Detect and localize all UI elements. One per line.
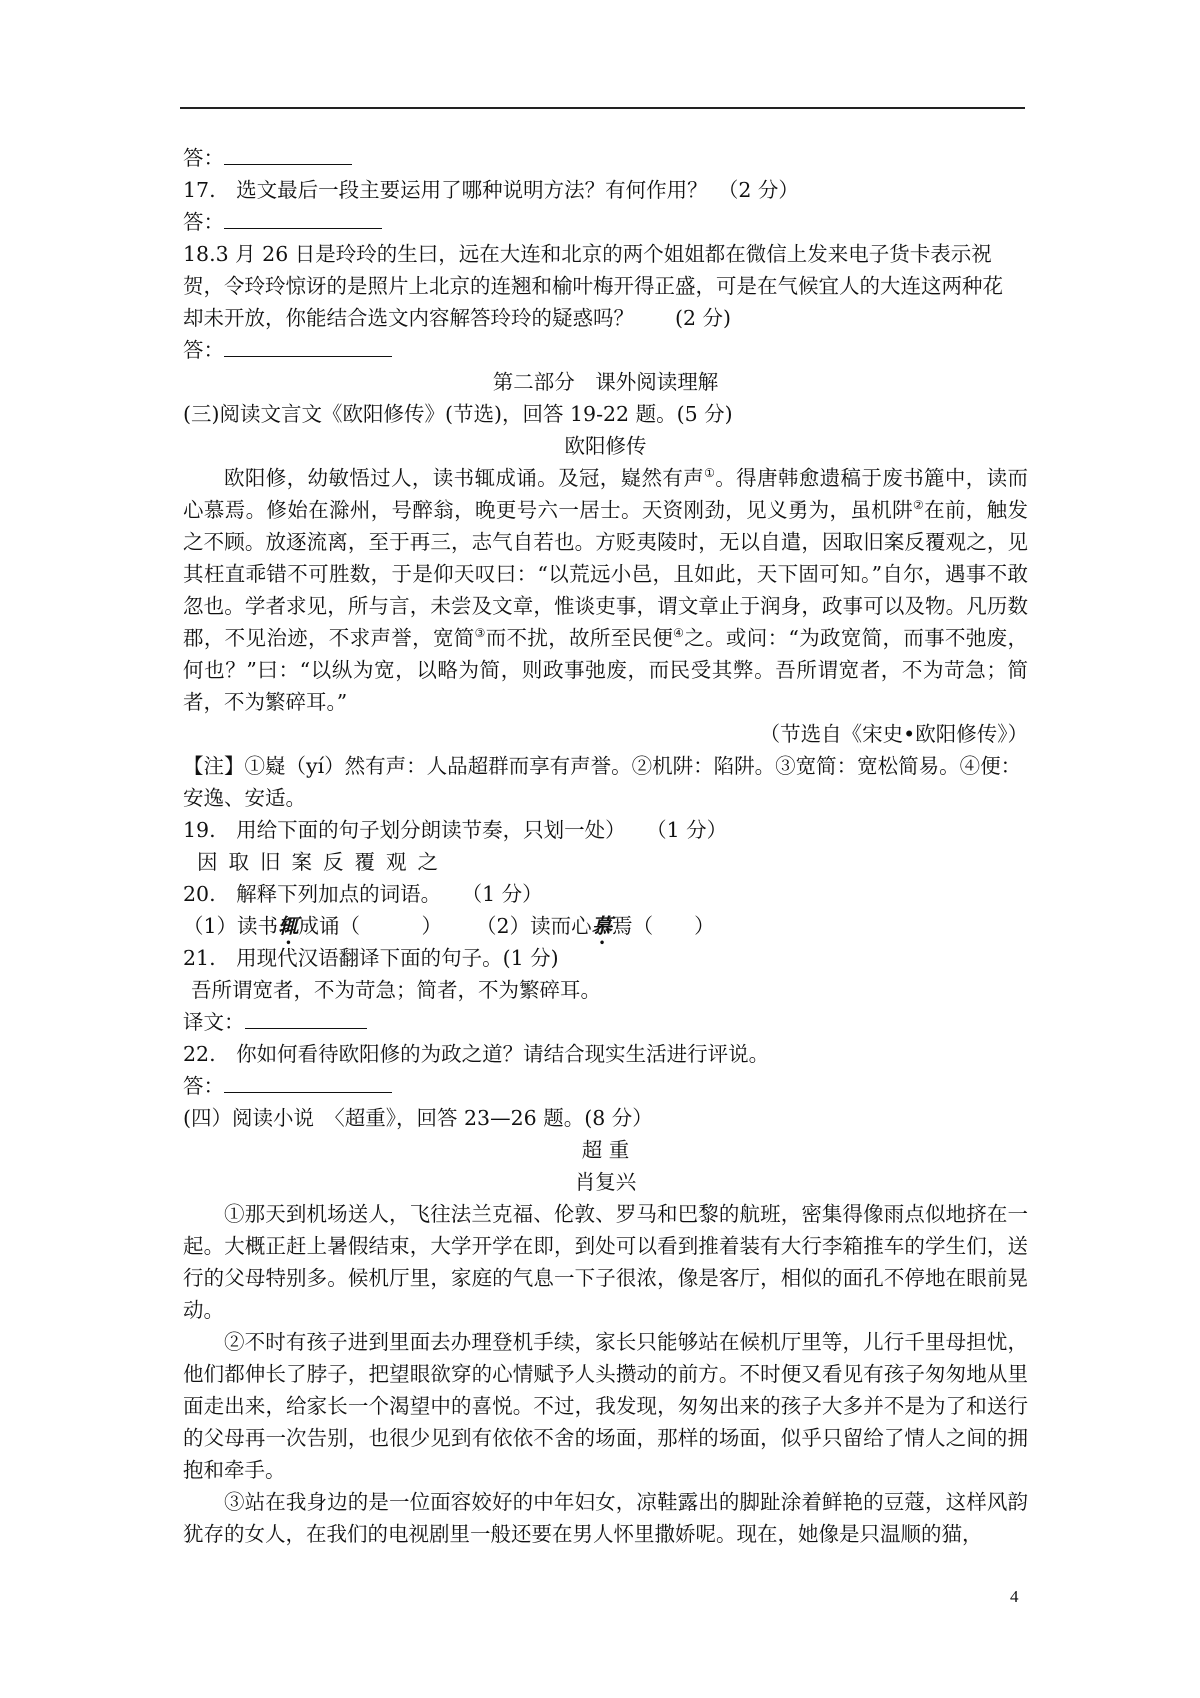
page-content bbox=[183, 142, 1028, 1550]
story-paragraph-2: ②不时有孩子进到里面去办理登机手续，家长只能够站在候机厅里等，儿行千里母担忧，他们都伸长了脖子，把望眼欲穿的心情赋予人头攒动的前方。不时便又看见有孩子匆匆地从里面走出来，给家长一个渴望中的喜悦。不过，我发现，匆匆出来的孩子大多并不是为了和送行的父母再一次告别，也很少见到有依依不舍的场面，那样的场面，似乎只留给了情人之间的拥抱和牵手。 bbox=[183, 1330, 1028, 1482]
q21-question: 21. 用现代汉语翻译下面的句子。(1 分) bbox=[183, 946, 559, 970]
q22-answer-line bbox=[183, 1070, 1028, 1102]
q18-answer-line bbox=[183, 334, 1028, 366]
section3-intro: (三)阅读文言文《欧阳修传》(节选)，回答 19-22 题。(5 分) bbox=[183, 402, 733, 426]
q18-question-line-2: 贺，令玲玲惊讶的是照片上北京的连翘和榆叶梅开得正盛，可是在气候宜人的大连这两种花 bbox=[183, 274, 1003, 298]
story-paragraph-3: ③站在我身边的是一位面容姣好的中年妇女，凉鞋露出的脚趾涂着鲜艳的豆蔻，这样风韵犹存的女人，在我们的电视剧里一般还要在男人怀里撒娇呢。现在，她像是只温顺的猫， bbox=[183, 1490, 1028, 1546]
q18-question-line-1: 18.3 月 26 日是玲玲的生曰，远在大连和北京的两个姐姐都在微信上发来电子货卡表示祝 bbox=[183, 242, 992, 266]
story-paragraph-1: ①那天到机场送人，飞往法兰克福、伦敦、罗马和巴黎的航班，密集得像雨点似地挤在一起。大概正赶上暑假结束，大学开学在即，到处可以看到推着装有大行李箱推车的学生们，送行的父母特别多。候机厅里，家庭的气息一下子很浓，像是客厅，相似的面孔不停地在眼前晃动。 bbox=[183, 1202, 1028, 1322]
page-number: 4 bbox=[1010, 1587, 1019, 1606]
q19-question: 19. 用给下面的句子划分朗读节奏，只划一处） （1 分） bbox=[183, 818, 728, 842]
part-two-title: 第二部分 课外阅读理解 bbox=[492, 370, 719, 394]
dotted-word: 慕 bbox=[591, 914, 613, 938]
notes-line-1: 【注】①嶷（yí）然有声：人品超群而享有声誉。②机阱：陷阱。③宽简：宽松简易。④便： bbox=[183, 754, 1022, 778]
answer-label: 答： bbox=[183, 1074, 224, 1098]
q17-question: 17. 选文最后一段主要运用了哪种说明方法？有何作用？ （2 分） bbox=[183, 178, 799, 202]
answer-label: 答： bbox=[183, 210, 224, 234]
q22-question: 22. 你如何看待欧阳修的为政之道？请结合现实生活进行评说。 bbox=[183, 1042, 770, 1066]
section4-author: 肖复兴 bbox=[574, 1170, 637, 1194]
header-rule bbox=[180, 107, 1025, 109]
source-citation: （节选自《宋史•欧阳修传》） bbox=[759, 722, 1028, 746]
answer-blank[interactable] bbox=[245, 1010, 367, 1029]
q18-question-line-3: 却未开放，你能结合选文内容解答玲玲的疑惑吗？ (2 分) bbox=[183, 306, 732, 330]
notes-line-2: 安逸、安适。 bbox=[183, 786, 306, 810]
section3-title: 欧阳修传 bbox=[564, 434, 647, 458]
footnote-marker: ② bbox=[912, 498, 925, 513]
q20-items: （1）读书辄成诵（ ） （2）读而心慕焉（ ） bbox=[183, 914, 715, 938]
q16-answer-line bbox=[183, 142, 1028, 174]
classical-text-paragraph: 欧阳修，幼敏悟过人，读书辄成诵。及冠，嶷然有声①。得唐韩愈遗稿于废书簏中，读而心慕焉。修始在滁州，号醉翁，晚更号六一居士。天资刚劲，见义勇为，虽机阱②在前，触发之不顾。放逐流离，至于再三，志气自若也。方贬夷陵时，无以自遣，因取旧案反覆观之，见其枉直乖错不可胜数，于是仰天叹曰：“以荒远小邑，且如此，天下固可知。”自尔，遇事不敢忽也。学者求见，所与言，未尝及文章，惟谈吏事，谓文章止于润身，政事可以及物。凡历数郡，不见治迹，不求声誉，宽简③而不扰，故所至民便④之。或问：“为政宽简，而事不弛废，何也？”曰：“以纵为宽，以略为简，则政事弛废，而民受其弊。吾所谓宽者，不为苛急；简者，不为繁碎耳。” bbox=[183, 466, 1029, 714]
section4-title: 超 重 bbox=[581, 1138, 630, 1162]
answer-label: 译文： bbox=[183, 1010, 245, 1034]
section4-intro: (四）阅读小说 〈超重》，回答 23—26 题。(8 分） bbox=[183, 1106, 653, 1130]
footnote-marker: ① bbox=[704, 466, 716, 481]
dotted-word: 辄 bbox=[278, 914, 299, 938]
q19-sentence: 因取旧案反覆观之 bbox=[197, 850, 449, 874]
footnote-marker: ④ bbox=[673, 626, 685, 641]
answer-blank[interactable] bbox=[224, 210, 382, 229]
q17-answer-line bbox=[183, 206, 1028, 238]
answer-blank[interactable] bbox=[224, 146, 352, 165]
answer-label: 答： bbox=[183, 146, 224, 170]
answer-blank[interactable] bbox=[224, 338, 392, 357]
footnote-marker: ③ bbox=[474, 626, 486, 641]
answer-label: 答： bbox=[183, 338, 224, 362]
q20-question: 20. 解释下列加点的词语。 （1 分） bbox=[183, 882, 543, 906]
q21-answer-line bbox=[183, 1006, 1028, 1038]
answer-blank[interactable] bbox=[224, 1074, 392, 1093]
q21-sentence: 吾所谓宽者，不为苛急；简者，不为繁碎耳。 bbox=[191, 978, 601, 1002]
